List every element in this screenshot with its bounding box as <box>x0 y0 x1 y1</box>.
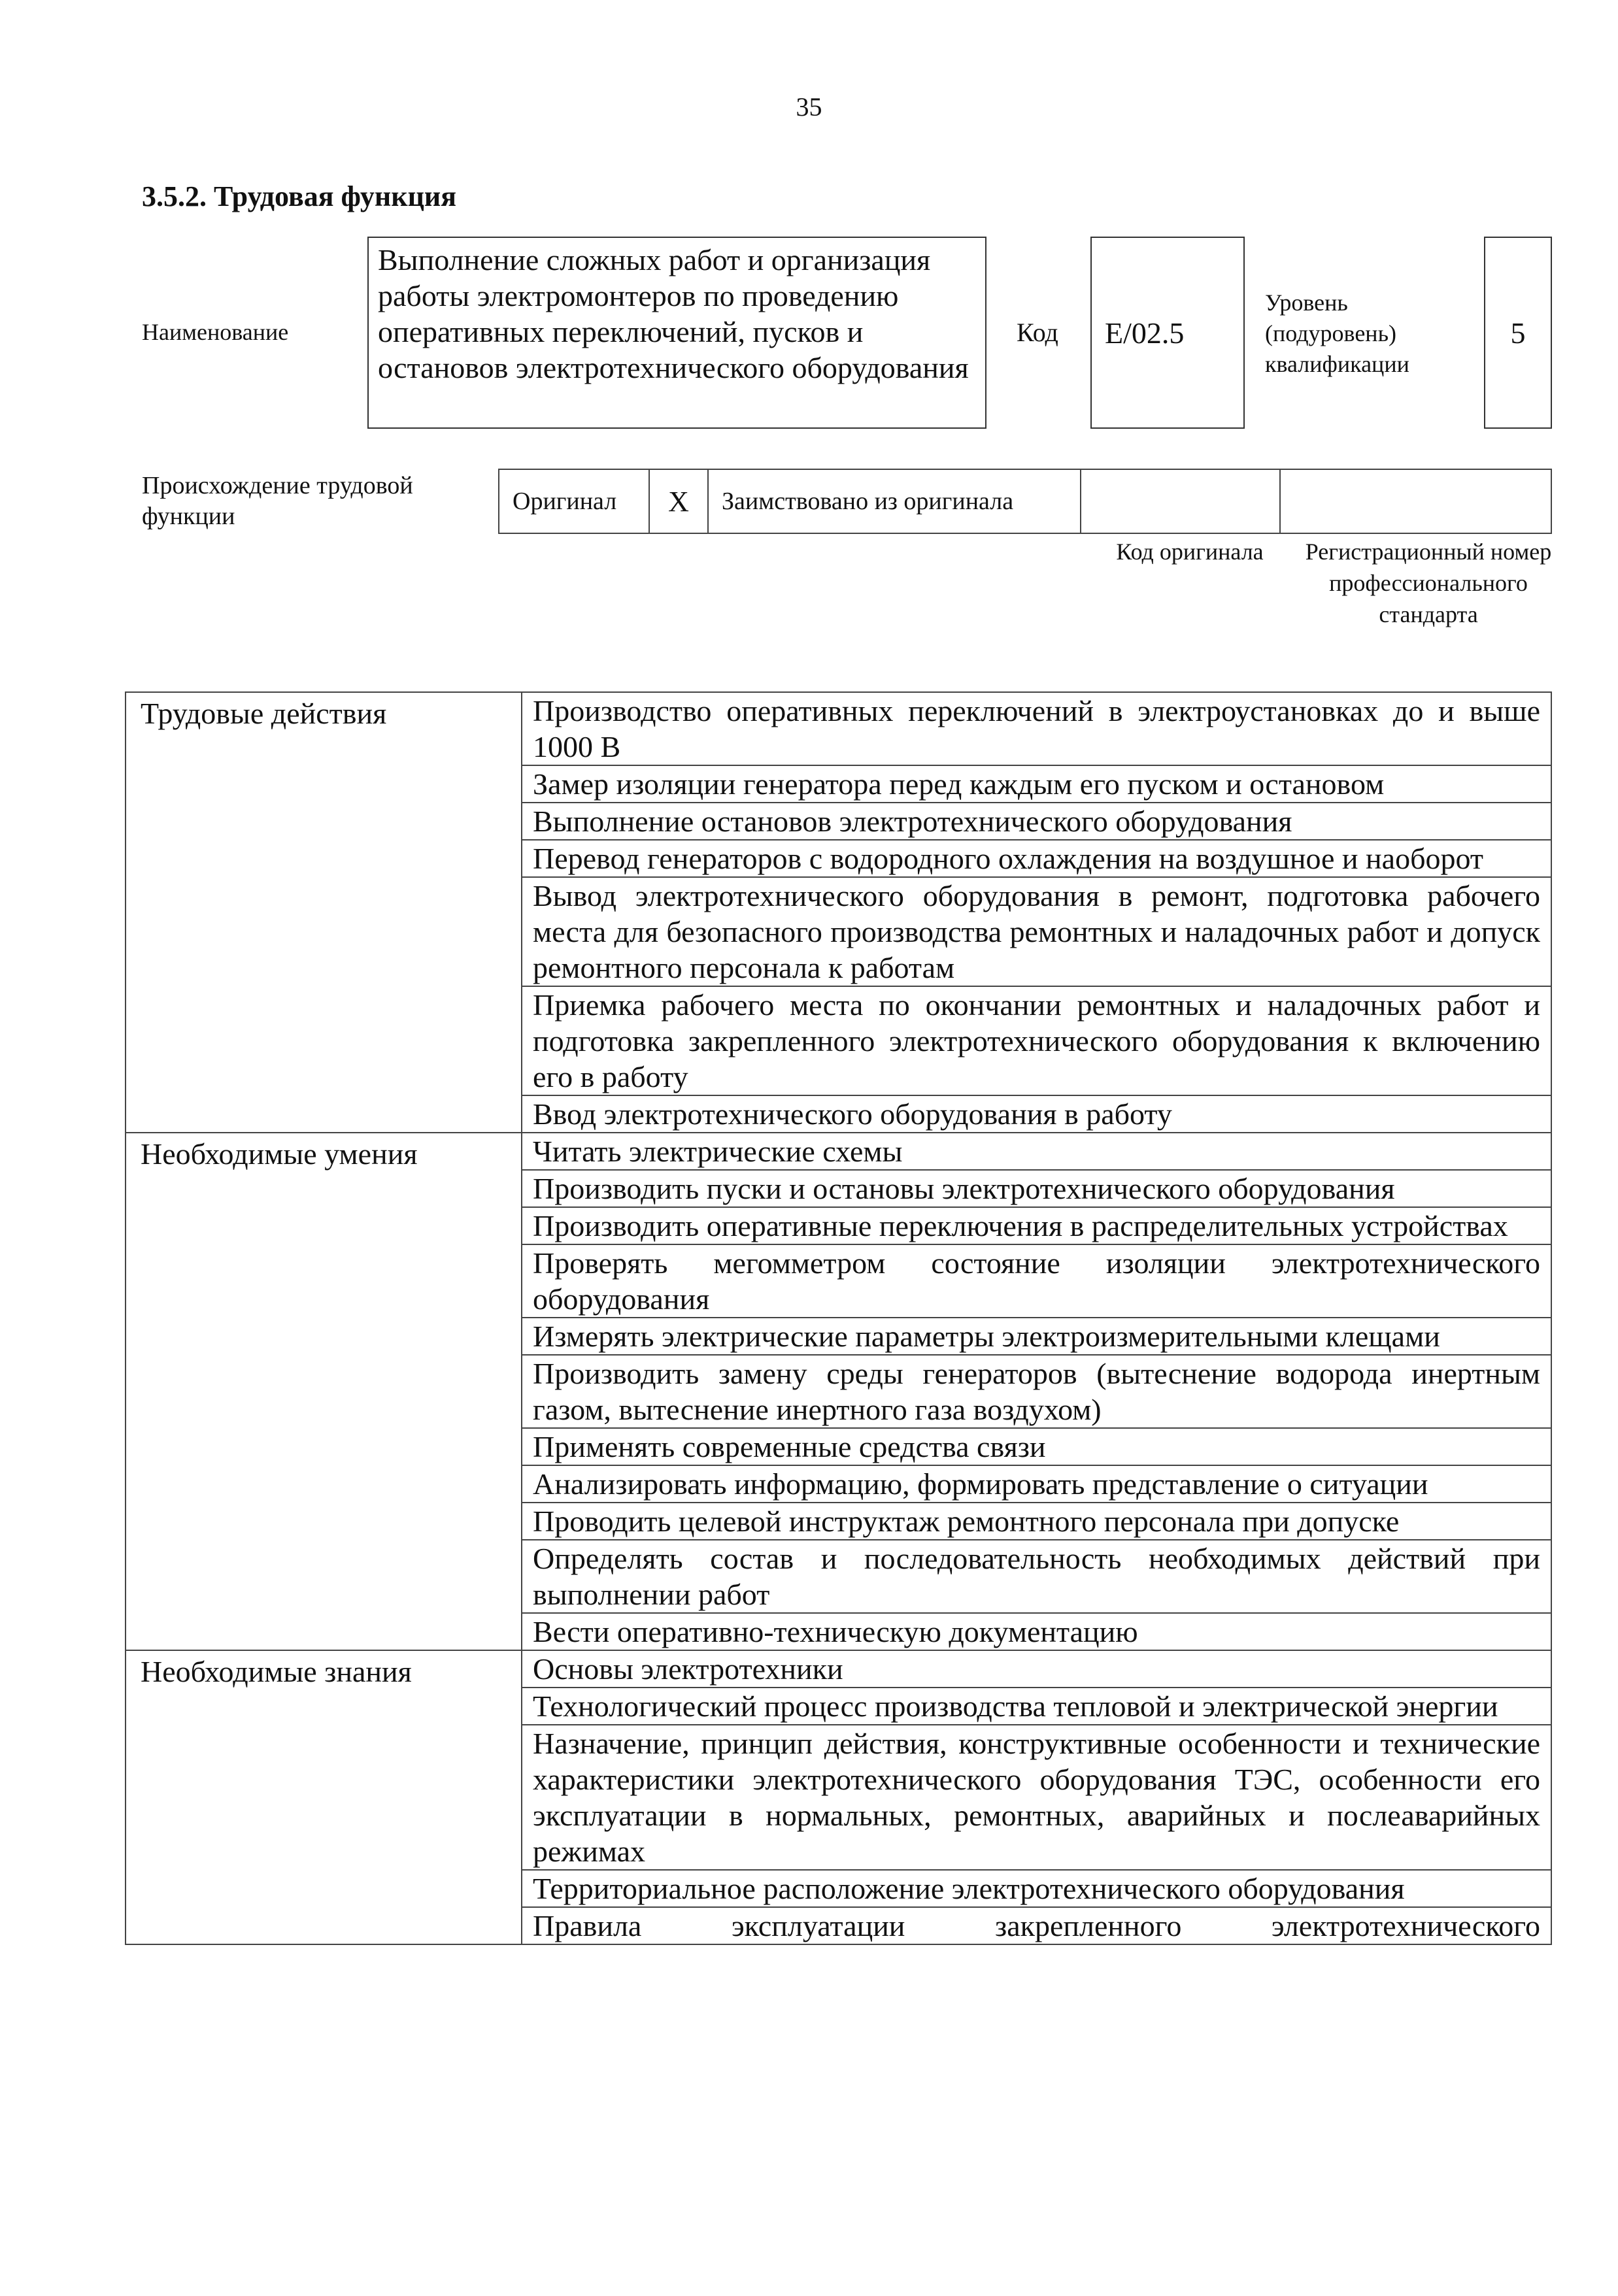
code-value: E/02.5 <box>1105 316 1185 350</box>
table-cell: Измерять электрические параметры электроизмерительными клещами <box>522 1318 1551 1355</box>
code-box <box>1090 237 1245 429</box>
origin-code-cell <box>1081 470 1281 533</box>
function-name-box <box>367 237 986 429</box>
level-label-line-1: Уровень <box>1265 290 1348 316</box>
level-label-line-2: (подуровень) <box>1265 320 1396 346</box>
table-row <box>126 1650 1551 1688</box>
table-cell: Проводить целевой инструктаж ремонтного персонала при допуске <box>522 1503 1551 1540</box>
origin-table <box>498 469 1552 534</box>
table-cell: Анализировать информацию, формировать представление о ситуации <box>522 1465 1551 1503</box>
origin-code-caption: Код оригинала <box>1116 539 1264 565</box>
table-cell: Основы электротехники <box>522 1650 1551 1688</box>
level-label-line-3: квалификации <box>1265 351 1409 377</box>
table-cell: Перевод генераторов с водородного охлаждения на воздушное и наоборот <box>522 840 1551 877</box>
section-title: 3.5.2. Трудовая функция <box>142 180 457 212</box>
table-cell: Ввод электротехнического оборудования в работу <box>522 1095 1551 1133</box>
origin-reg-cell <box>1281 470 1551 533</box>
section-title-skills: Необходимые умения <box>126 1133 522 1650</box>
origin-borrowed-cell <box>709 470 1081 533</box>
level-label <box>1265 288 1409 380</box>
name-label: Наименование <box>142 319 289 345</box>
level-value: 5 <box>1510 316 1526 350</box>
origin-original-cell <box>499 470 650 533</box>
code-label: Код <box>1017 318 1058 347</box>
table-cell: Технологический процесс производства тепловой и электрической энергии <box>522 1688 1551 1725</box>
function-name-value: Выполнение сложных работ и организация работы электромонтеров по проведению оперативных переключений, пусков и остановов электротехнического оборудования <box>378 243 969 384</box>
table-row <box>126 692 1551 765</box>
table-cell: Применять современные средства связи <box>522 1428 1551 1465</box>
origin-original-label: Оригинал <box>513 488 617 515</box>
table-cell: Территориальное расположение электротехнического оборудования <box>522 1870 1551 1907</box>
level-box <box>1484 237 1552 429</box>
table-cell: Приемка рабочего места по окончании ремонтных и наладочных работ и подготовка закрепленного электротехнического оборудования к включению его в работу <box>522 986 1551 1095</box>
section-title-knowledge: Необходимые знания <box>126 1650 522 1944</box>
origin-original-mark: X <box>668 485 689 518</box>
origin-borrowed-label: Заимствовано из оригинала <box>722 488 1014 515</box>
functions-table <box>125 691 1552 1945</box>
origin-reg-caption: Регистрационный номер профессионального стандарта <box>1305 539 1552 627</box>
table-cell: Производить замену среды генераторов (вытеснение водорода инертным газом, вытеснение инертного газа воздухом) <box>522 1355 1551 1428</box>
table-cell: Вывод электротехнического оборудования в ремонт, подготовка рабочего места для безопасного производства ремонтных и наладочных работ и допуск ремонтного персонала к работам <box>522 877 1551 986</box>
table-cell: Правила эксплуатации закрепленного электротехнического <box>522 1907 1551 1944</box>
table-cell: Производить пуски и остановы электротехнического оборудования <box>522 1170 1551 1207</box>
section-title-actions: Трудовые действия <box>126 692 522 1133</box>
table-cell: Вести оперативно-техническую документацию <box>522 1613 1551 1650</box>
page-number: 35 <box>796 92 822 122</box>
table-cell: Выполнение остановов электротехнического оборудования <box>522 803 1551 840</box>
table-cell: Читать электрические схемы <box>522 1133 1551 1170</box>
table-row <box>126 1133 1551 1170</box>
table-cell: Замер изоляции генератора перед каждым его пуском и остановом <box>522 765 1551 803</box>
table-cell: Проверять мегомметром состояние изоляции электротехнического оборудования <box>522 1244 1551 1318</box>
origin-mark-cell <box>650 470 709 533</box>
table-cell: Производить оперативные переключения в распределительных устройствах <box>522 1207 1551 1244</box>
table-cell: Определять состав и последовательность необходимых действий при выполнении работ <box>522 1540 1551 1613</box>
table-cell: Назначение, принцип действия, конструктивные особенности и технические характеристики электротехнического оборудования ТЭС, особенности его эксплуатации в нормальных, ремонтных, аварийных и послеаварийных режимах <box>522 1725 1551 1870</box>
origin-label: Происхождение трудовой функции <box>142 472 413 530</box>
table-cell: Производство оперативных переключений в электроустановках до и выше 1000 В <box>522 692 1551 765</box>
